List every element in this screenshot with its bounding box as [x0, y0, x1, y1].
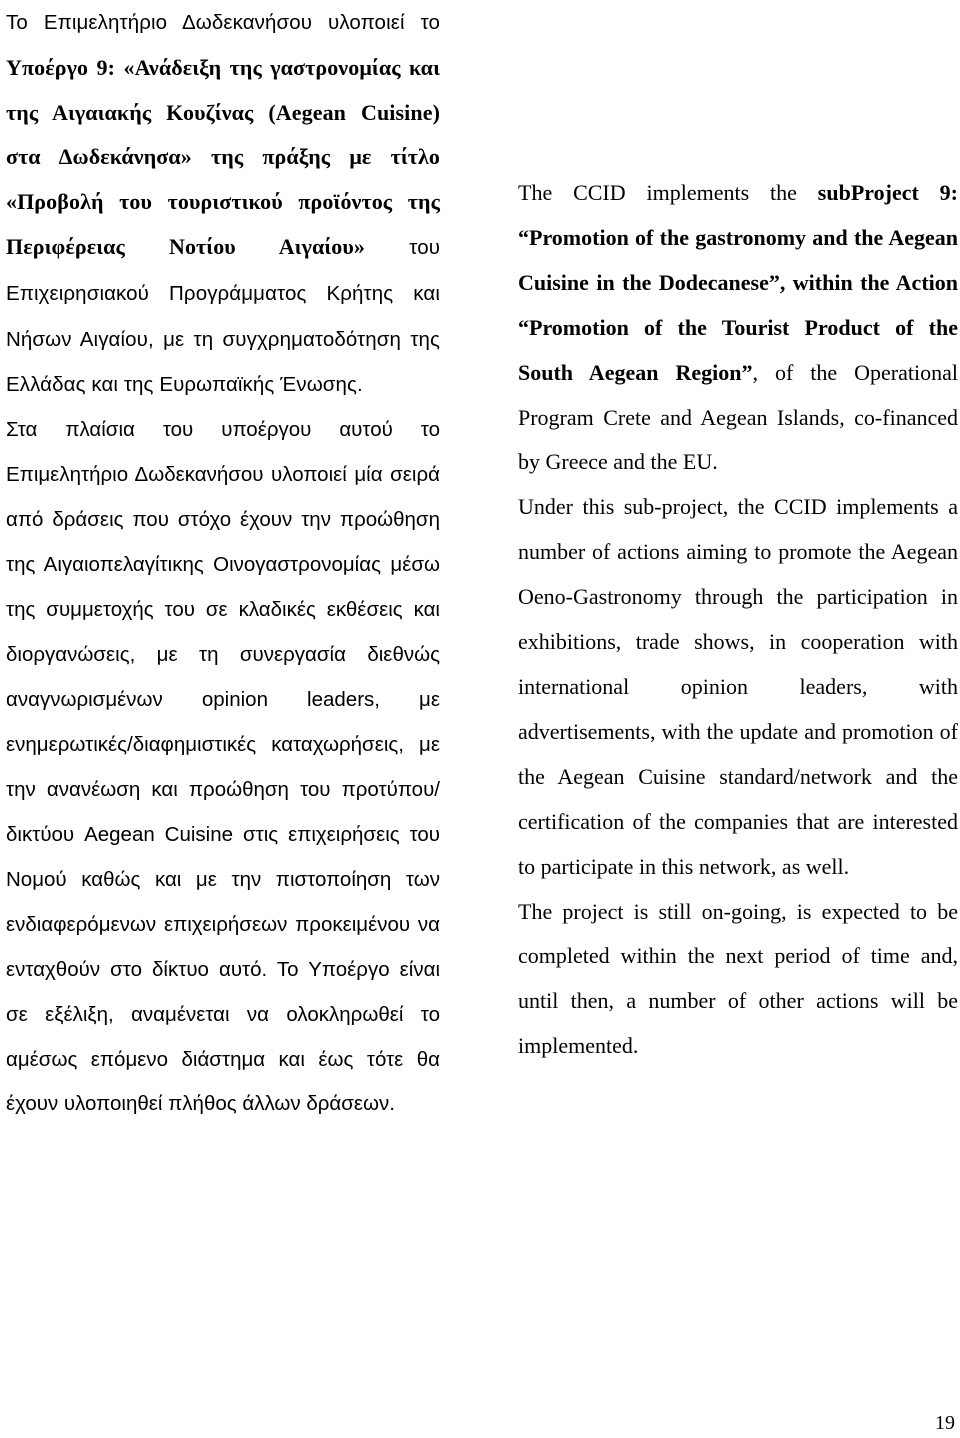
english-paragraph-intro	[518, 171, 958, 485]
english-program-text: , of the Operational Program Crete and Aegean Islands, co-financed by Greece and the EU.	[518, 359, 958, 475]
page-number: 19	[935, 1412, 955, 1434]
english-paragraph-status: The project is still on-going, is expected to be completed within the next period of time and, until then, a number of other actions will be implemented.	[518, 898, 958, 1059]
english-subproject-title: subProject 9: “Promotion of the gastronomy and the Aegean Cuisine in the Dodecanese”, within the Action “Promotion of the Tourist Product of the South Aegean Region”	[518, 180, 958, 385]
greek-subproject-title: Υποέργο 9: «Ανάδειξη της γαστρονομίας και της Αιγαιακής Κουζίνας (Aegean Cuisine) στα Δωδεκάνησα» της πράξης με τίτλο «Προβολή του τουριστικού προϊόντος της Περιφέρειας Νοτίου Αιγαίου»	[6, 54, 440, 259]
greek-paragraph-actions: Στα πλαίσια του υποέργου αυτού το Επιμελητήριο Δωδεκανήσου υλοποιεί μία σειρά από δράσεις που στόχο έχουν την προώθηση της Αιγαιοπελαγίτικης Οινογαστρονομίας μέσω της συμμετοχής του σε κλαδικές εκθέσεις και διοργανώσεις, με τη συνεργασία διεθνώς αναγνωρισμένων opinion leaders, με ενημερωτικές/διαφημιστικές καταχωρήσεις, με την ανανέωση και προώθηση του προτύπου/δικτύου Aegean Cuisine στις επιχειρήσεις του Νομού καθώς και με την πιστοποίηση των ενδιαφερόμενων επιχειρήσεων προκειμένου να ενταχθούν στο δίκτυο αυτό. Το Υποέργο είναι σε εξέλιξη, αναμένεται να ολοκληρωθεί το αμέσως επόμενο διάστημα και έως τότε θα έχουν υλοποιηθεί πλήθος άλλων δράσεων.	[6, 418, 440, 1116]
english-paragraph-actions: Under this sub-project, the CCID implements a number of actions aiming to promote the Aegean Oeno-Gastronomy through the participation in exhibitions, trade shows, in cooperation with international opinion leaders, with advertisements, with the update and promotion of the Aegean Cuisine standard/network and the certification of the companies that are interested to participate in this network, as well.	[518, 494, 958, 879]
english-column	[518, 0, 958, 1069]
greek-column	[6, 0, 440, 1127]
english-intro-text: The CCID implements the	[518, 180, 818, 205]
greek-program-text: του Επιχειρησιακού Προγράμματος Κρήτης και Νήσων Αιγαίου, με τη συγχρηματοδότηση της Ελλάδας και της Ευρωπαϊκής Ένωσης.	[6, 235, 441, 397]
greek-intro-text: Το Επιμελητήριο Δωδεκανήσου υλοποιεί το	[6, 11, 440, 34]
greek-paragraph-intro	[6, 0, 440, 408]
